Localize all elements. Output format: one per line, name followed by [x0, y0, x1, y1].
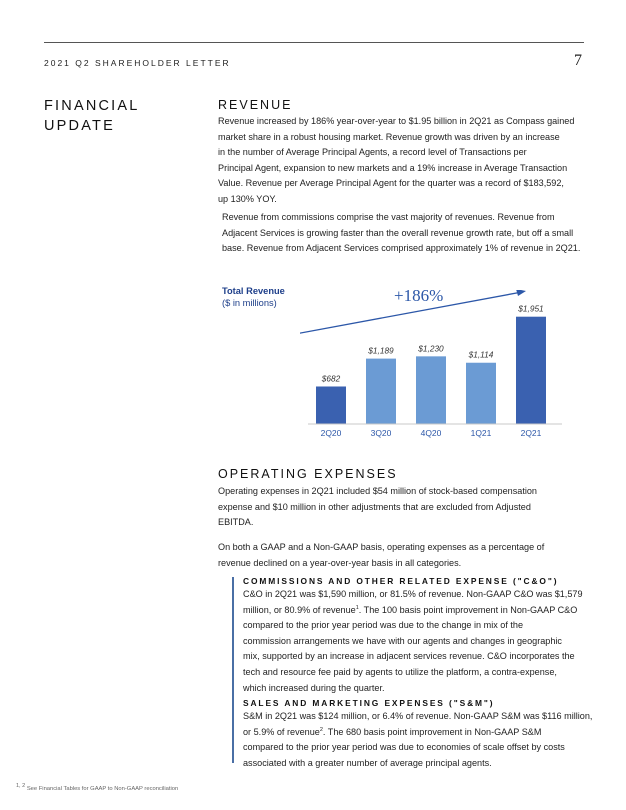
paragraph-line [243, 725, 603, 741]
growth-arrow-head [516, 290, 526, 296]
paragraph-line: On both a GAAP and a Non-GAAP basis, operating expenses as a percentage of [218, 542, 545, 552]
chart-title: Total Revenue [222, 286, 285, 296]
revenue-paragraph-1 [218, 114, 598, 208]
paragraph-line: Revenue increased by 186% year-over-year to $1.95 billion in 2Q21 as Compass gained [218, 116, 575, 126]
paragraph-line: Principal Agent, expansion to new markets and a 19% increase in Average Transaction [218, 162, 568, 173]
text-fragment: . The 100 basis point improvement in Non-GAAP C&O [358, 604, 578, 615]
section-title [44, 96, 194, 136]
bar-value-label: $1,951 [518, 303, 544, 314]
bar-value-label: $1,114 [468, 349, 494, 360]
bar-value-label: $1,230 [418, 343, 444, 354]
paragraph-line [243, 603, 603, 619]
revenue-heading: REVENUE [218, 98, 293, 112]
paragraph-line: compared to the prior year period was due to the change in mix of the [243, 620, 524, 631]
revenue-bar-chart [300, 290, 570, 440]
growth-trend-arrow [300, 292, 522, 347]
paragraph-line: market share in a robust housing market. Revenue growth was driven by an increase [218, 131, 560, 142]
x-tick-label: 3Q20 [370, 428, 392, 438]
paragraph-line: Adjacent Services is growing faster than the overall revenue growth rate, but off a small [222, 227, 574, 238]
header-rule [44, 42, 584, 43]
footnote-text: See Financial Tables for GAAP to Non-GAAP reconciliation [26, 786, 179, 792]
paragraph-line: commission arrangements we have with our agents and changes in geographic [243, 635, 562, 646]
text-fragment: . The 680 basis point improvement in Non-GAAP S&M [322, 726, 542, 737]
x-tick-label: 2Q21 [520, 428, 542, 438]
bar-2Q21 [516, 317, 546, 424]
chart-subtitle: ($ in millions) [222, 298, 277, 308]
sm-paragraph [243, 709, 603, 771]
x-tick-label: 2Q20 [320, 428, 342, 438]
bar-4Q20 [416, 356, 446, 424]
bar-value-label: $1,189 [368, 345, 394, 356]
paragraph-line: Operating expenses in 2Q21 included $54 million of stock-based compensation [218, 486, 537, 496]
page-number: 7 [574, 52, 582, 69]
footnote-ref-1: 1 [355, 604, 359, 611]
paragraph-line: associated with a greater number of average principal agents. [243, 757, 492, 768]
bar-1Q21 [466, 363, 496, 424]
paragraph-line: Value. Revenue per Average Principal Agent for the quarter was a record of $183,592, [218, 178, 564, 189]
revenue-paragraph-2 [222, 210, 602, 257]
section-title-line2: UPDATE [44, 118, 115, 134]
x-tick-label: 4Q20 [420, 428, 442, 438]
x-tick-label: 1Q21 [470, 428, 492, 438]
text-fragment: or 5.9% of revenue [243, 726, 320, 737]
operating-expenses-heading: OPERATING EXPENSES [218, 467, 398, 481]
opex-paragraph-1 [218, 484, 598, 531]
footnote-ref-2: 2 [319, 726, 323, 733]
section-title-line1: FINANCIAL [44, 98, 140, 114]
paragraph-line: Revenue from commissions comprise the vast majority of revenues. Revenue from [222, 212, 555, 222]
bar-3Q20 [366, 359, 396, 424]
paragraph-line: S&M in 2Q21 was $124 million, or 6.4% of revenue. Non-GAAP S&M was $116 million, [243, 711, 593, 721]
document-header-title: 2021 Q2 SHAREHOLDER LETTER [44, 58, 231, 68]
paragraph-line: in the number of Average Principal Agents, a record level of Transactions per [218, 147, 527, 158]
paragraph-line: compared to the prior year period was due to economies of scale offset by costs [243, 742, 565, 753]
footnote-marker: 1, 2 [16, 783, 26, 790]
bar-2Q20 [316, 386, 346, 424]
paragraph-line: mix, supported by an increase in adjacent services revenue. C&O incorporates the [243, 651, 575, 662]
paragraph-line: up 130% YOY. [218, 193, 277, 204]
quote-accent-bar [232, 577, 234, 763]
opex-paragraph-2 [218, 540, 598, 571]
paragraph-line: base. Revenue from Adjacent Services comprised approximately 1% of revenue in 2Q21. [222, 243, 581, 254]
paragraph-line: C&O in 2Q21 was $1,590 million, or 81.5% of revenue. Non-GAAP C&O was $1,579 [243, 589, 583, 599]
paragraph-line: tech and resource fee paid by agents to utilize the platform, a contra-expense, [243, 666, 557, 677]
growth-annotation: +186% [394, 286, 444, 305]
co-subheading: COMMISSIONS AND OTHER RELATED EXPENSE ("C&O") [243, 576, 559, 586]
text-fragment: million, or 80.9% of revenue [243, 604, 356, 615]
paragraph-line: which increased during the quarter. [243, 682, 385, 693]
paragraph-line: expense and $10 million in other adjustments that are excluded from Adjusted [218, 501, 531, 512]
x-axis-labels [321, 428, 542, 438]
paragraph-line: EBITDA. [218, 517, 254, 528]
footnote [16, 783, 179, 792]
bar-value-label: $682 [321, 373, 341, 384]
paragraph-line: revenue declined on a year-over-year basis in all categories. [218, 557, 462, 568]
co-paragraph [243, 587, 603, 696]
chart-bars [316, 304, 546, 424]
sm-subheading: SALES AND MARKETING EXPENSES ("S&M") [243, 698, 495, 708]
